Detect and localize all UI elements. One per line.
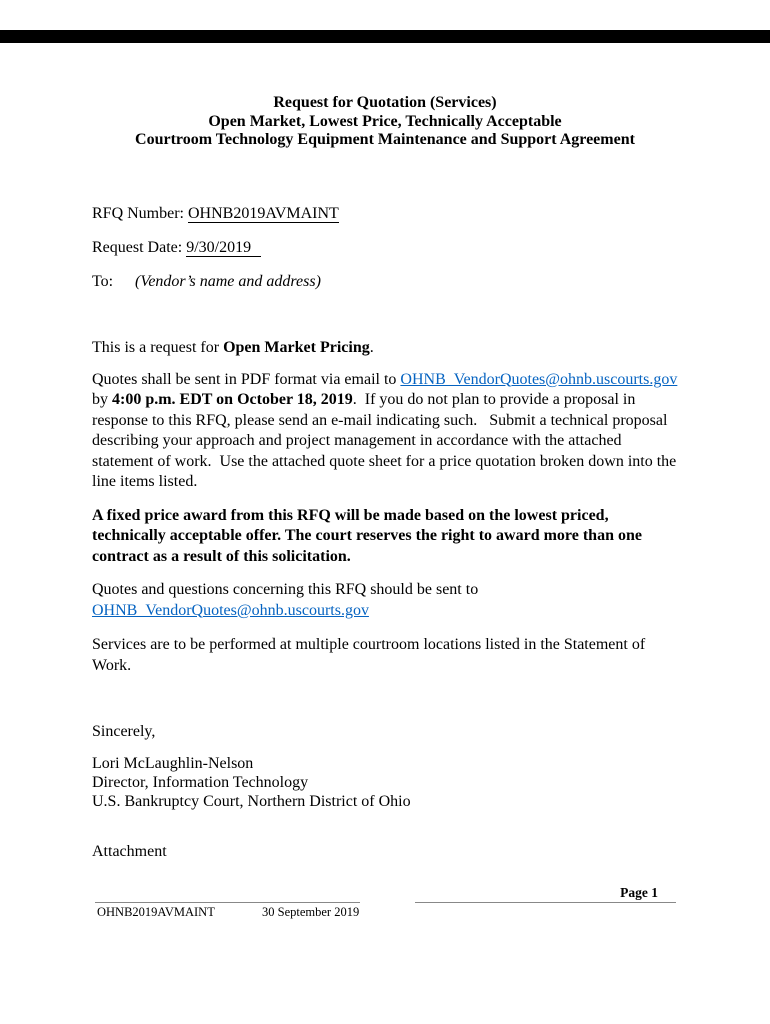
questions-paragraph (92, 580, 678, 621)
quotes-paragraph (92, 370, 682, 493)
title-line-1: Request for Quotation (Services) (273, 94, 497, 111)
footer-doc-id: OHNB2019AVMAINT (97, 905, 215, 919)
intro-line (92, 337, 678, 358)
request-date-value: 9/30/2019 (186, 239, 261, 257)
request-date-line (92, 237, 678, 258)
footer-page-number: Page 1 (620, 885, 658, 900)
closing-line: Sincerely, (92, 723, 156, 740)
vendor-name-placeholder: (Vendor’s name and address) (135, 272, 321, 290)
intro-suffix: . (369, 338, 374, 356)
quotes-paragraph-part2: by (92, 370, 682, 408)
signature-block (92, 754, 678, 811)
questions-paragraph-text: Quotes and questions concerning this RFQ should be sent to (92, 581, 483, 598)
document-content (92, 94, 682, 862)
to-line (92, 271, 678, 292)
rfq-number-line (92, 203, 678, 224)
vendor-quotes-email-link-2[interactable]: OHNB_VendorQuotes@ohnb.uscourts.gov (92, 601, 369, 619)
footer-date: 30 September 2019 (262, 905, 360, 919)
rfq-number-value: OHNB2019AVMAINT (188, 204, 339, 222)
to-label: To: (92, 272, 114, 290)
signature-name: Lori McLaughlin-Nelson (92, 755, 254, 772)
intro-bold: Open Market Pricing (223, 338, 370, 356)
quotes-paragraph-part3: . If you do not plan to provide a proposal in response to this RFQ, please send an e-mail indicating such. Submit a technical proposal describing your approach and project management in accordance with the attached statement of work. Use the attached quote sheet for a price quotation broken down into the line items listed. (92, 391, 681, 490)
title-line-2: Open Market, Lowest Price, Technically Acceptable (208, 112, 562, 130)
signature-title: Director, Information Technology (92, 774, 309, 791)
title-line-3: Courtroom Technology Equipment Maintenance and Support Agreement (135, 131, 635, 148)
meta-block (92, 203, 678, 292)
request-date-label: Request Date: (92, 238, 187, 256)
award-paragraph: A fixed price award from this RFQ will be made based on the lowest priced, technically acceptable offer. The court reserves the right to award more than one contract as a result of this solicitation. (92, 506, 646, 565)
intro-prefix: This is a request for (92, 338, 224, 356)
quotes-paragraph-part1: Quotes shall be sent in PDF format via email to (92, 370, 401, 388)
rfq-number-label: RFQ Number: (92, 204, 188, 222)
document-title (92, 94, 678, 150)
footer-rule-right (415, 902, 676, 903)
footer-left-text (97, 905, 359, 920)
deadline-bold: 4:00 p.m. EDT on October 18, 2019 (112, 391, 353, 408)
footer-rule-left (95, 902, 360, 903)
scan-artifact-bar (0, 30, 770, 43)
signature-org: U.S. Bankruptcy Court, Northern District of Ohio (92, 793, 411, 810)
vendor-quotes-email-link[interactable]: OHNB_VendorQuotes@ohnb.uscourts.gov (400, 370, 678, 388)
services-paragraph: Services are to be performed at multiple courtroom locations listed in the Statement of Work. (92, 636, 649, 674)
attachment-line: Attachment (92, 843, 167, 860)
